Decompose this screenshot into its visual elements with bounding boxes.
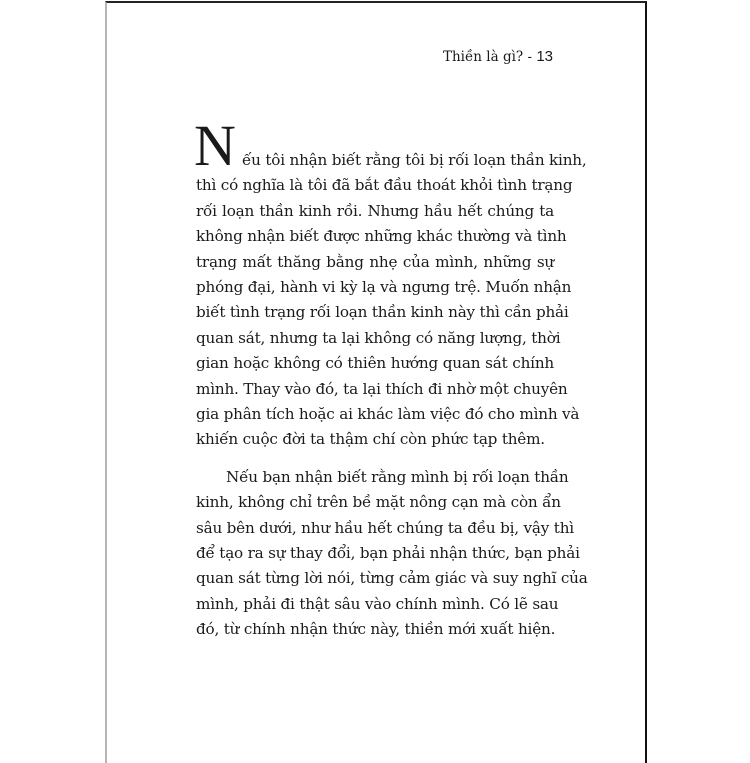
text-line: biết tình trạng rối loạn thần kinh này thì cần phải (196, 303, 569, 322)
text-line: sâu bên dưới, như hầu hết chúng ta đều bị, vậy thì (196, 518, 574, 537)
text-line: quan sát, nhưng ta lại không có năng lượng, thời (196, 328, 561, 347)
text-line: rối loạn thần kinh rồi. Nhưng hầu hết chúng ta (196, 201, 554, 220)
text-line: không nhận biết được những khác thường và tình (196, 227, 567, 246)
text-line: phóng đại, hành vi kỳ lạ và ngưng trệ. Muốn nhận (196, 278, 572, 296)
text-line: trạng mất thăng bằng nhẹ của mình, những sự (196, 252, 554, 271)
text-line: ếu tôi nhận biết rằng tôi bị rối loạn thần kinh, (242, 151, 587, 169)
text-line: mình, phải đi thật sâu vào chính mình. Có lẽ sau (196, 594, 559, 613)
running-header (440, 48, 553, 65)
page-number: 13 (536, 48, 553, 65)
chapter-title: Thiền là gì? (442, 49, 524, 65)
text-line: kinh, không chỉ trên bề mặt nông cạn mà còn ẩn (196, 493, 561, 512)
text-line: Nếu bạn nhận biết rằng mình bị rối loạn thần (226, 468, 569, 486)
text-line: đó, từ chính nhận thức này, thiền mới xuất hiện. (196, 619, 556, 638)
text-line: mình. Thay vào đó, ta lại thích đi nhờ một chuyên (196, 379, 568, 398)
text-line: quan sát từng lời nói, từng cảm giác và suy nghĩ của (196, 569, 588, 588)
header-separator: - (523, 49, 537, 65)
text-line: để tạo ra sự thay đổi, bạn phải nhận thức, bạn phải (196, 543, 580, 562)
drop-cap: N (194, 113, 236, 178)
text-line: gian hoặc không có thiên hướng quan sát chính (196, 354, 554, 373)
text-line: gia phân tích hoặc ai khác làm việc đó cho mình và (196, 405, 580, 423)
text-line: thì có nghĩa là tôi đã bắt đầu thoát khỏi tình trạng (196, 176, 573, 195)
text-line: khiến cuộc đời ta thậm chí còn phức tạp thêm. (196, 430, 545, 449)
